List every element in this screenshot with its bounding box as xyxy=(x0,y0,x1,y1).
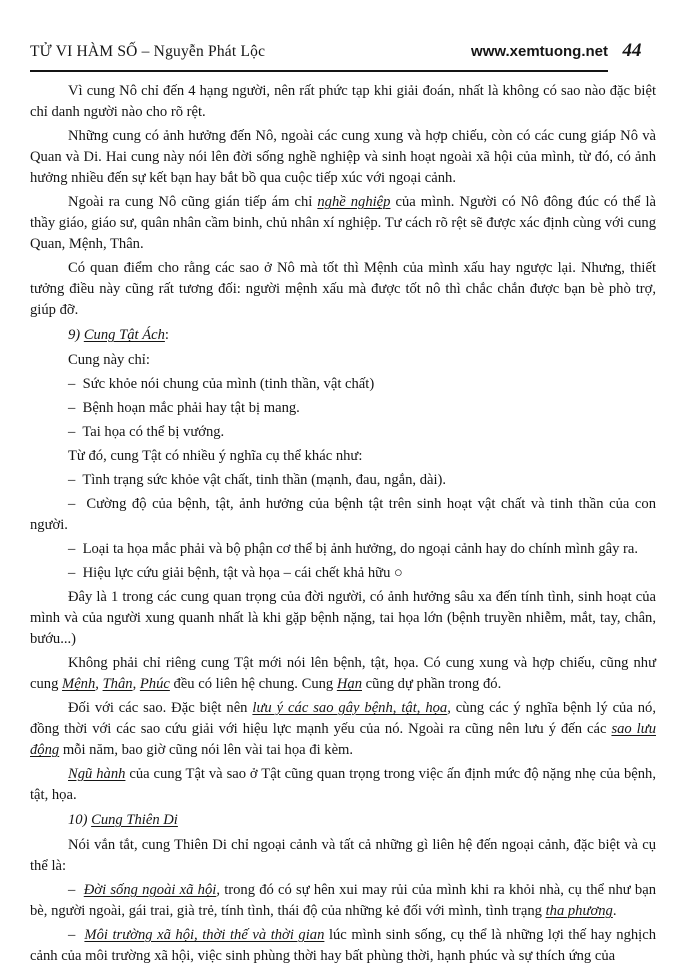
text-run: Cung này chỉ: xyxy=(68,352,150,368)
text-run: – Sức khỏe nói chung của mình (tinh thần, vật chất) xyxy=(68,376,375,392)
emphasized-text: Ngũ hành xyxy=(68,766,126,782)
text-run: cũng dự phần trong đó. xyxy=(362,676,502,692)
text-run: – Tình trạng sức khỏe vật chất, tinh thần (mạnh, đau, ngắn, dài). xyxy=(68,472,447,488)
emphasized-text: sao lưu động xyxy=(30,721,656,758)
emphasized-text: Phúc xyxy=(139,676,170,692)
page-body xyxy=(30,72,656,967)
text-run: – xyxy=(68,927,85,943)
page-number: 44 xyxy=(622,40,642,61)
paragraph xyxy=(30,587,656,650)
text-run: của mình. Người có Nô đông đúc có thể là thầy giáo, giáo sư, quân nhân cầm binh, chủ nhân xí nghiệp. Tư cách rõ rệt sẽ được xác định cùng với cung Quan, Mệnh, Thân. xyxy=(30,194,657,252)
bullet-item xyxy=(30,494,656,536)
emphasized-text: nghề nghiệp xyxy=(317,194,391,210)
text-run: – Bệnh hoạn mắc phải hay tật bị mang. xyxy=(68,400,300,416)
bullet-item xyxy=(30,422,656,443)
bullet-item xyxy=(30,880,656,922)
paragraph xyxy=(30,126,656,189)
emphasized-text: lưu ý các sao gây bệnh, tật, họa xyxy=(252,700,448,716)
text-run: Vì cung Nô chỉ đến 4 hạng người, nên rất phức tạp khi giải đoán, nhất là không có sao nào đặc biệt chỉ danh người nào cho rõ rệt. xyxy=(30,83,656,120)
text-run: Đây là 1 trong các cung quan trọng của đời người, có ảnh hưởng sâu xa đến tính tình, sinh hoạt của mình và của người xung quanh nhất là khi gặp bệnh nặng, tai họa lớn (bệnh truyền nhiễm, mắt, tay, chân, bướu...) xyxy=(30,589,656,647)
text-run: , xyxy=(95,676,103,692)
text-run: . xyxy=(612,903,617,919)
emphasized-text: Đời sống ngoài xã hội xyxy=(83,882,217,898)
text-run: : xyxy=(164,327,169,343)
text-run: – Loại ta họa mắc phải và bộ phận cơ thể bị ảnh hưởng, do ngoại cảnh hay do chính mình gây ra. xyxy=(68,541,639,557)
emphasized-text: Môi trường xã hội, thời thế và thời gian xyxy=(84,927,325,943)
page-header xyxy=(30,40,656,72)
website-link[interactable]: www.xemtuong.net xyxy=(471,43,608,60)
section-heading xyxy=(30,325,656,346)
bullet-item xyxy=(30,374,656,395)
emphasized-text: Cung Thiên Di xyxy=(91,812,178,828)
paragraph xyxy=(30,350,656,371)
text-run: đều có liên hệ chung. Cung xyxy=(169,676,337,692)
paragraph xyxy=(30,446,656,467)
text-run: Đối với các sao. Đặc biệt nên xyxy=(68,700,253,716)
paragraph xyxy=(30,698,656,761)
section-heading xyxy=(30,810,656,831)
paragraph xyxy=(30,192,656,255)
emphasized-text: tha phương xyxy=(545,903,613,919)
text-run: , xyxy=(132,676,140,692)
text-run: Từ đó, cung Tật có nhiều ý nghĩa cụ thể khác như: xyxy=(68,448,363,464)
text-run: Có quan điểm cho rằng các sao ở Nô mà tốt thì Mệnh của mình xấu hay ngược lại. Nhưng, thiết tưởng điều này cũng rất tương đối: người mệnh xấu mà được tốt nô thì chắc chắn được bạn bè phò trợ, giúp đỡ. xyxy=(30,260,656,318)
text-run: của cung Tật và sao ở Tật cũng quan trọng trong việc ấn định mức độ nặng nhẹ của bệnh, tật, họa. xyxy=(30,766,657,803)
text-run: – Tai họa có thể bị vướng. xyxy=(68,424,225,440)
text-run: – xyxy=(68,882,84,898)
emphasized-text: 9) xyxy=(68,327,84,343)
paragraph xyxy=(30,81,656,123)
text-run: – Cường độ của bệnh, tật, ảnh hưởng của bệnh tật trên sinh hoạt vật chất và tinh thần của con người. xyxy=(30,496,656,533)
book-title: TỬ VI HÀM SỐ – Nguyễn Phát Lộc xyxy=(30,43,266,60)
emphasized-text: 10) xyxy=(68,812,92,828)
text-run: – Hiệu lực cứu giải bệnh, tật và họa – cái chết khả hữu ○ xyxy=(68,565,403,581)
bullet-item xyxy=(30,563,656,584)
emphasized-text: Cung Tật Ách xyxy=(83,327,165,343)
emphasized-text: Hạn xyxy=(336,676,362,692)
text-run: Ngoài ra cung Nô cũng gián tiếp ám chỉ xyxy=(68,194,318,210)
text-run: , cùng các ý nghĩa bệnh lý của nó, đồng thời với các sao cứu giải với hiệu lực mạnh yếu của nó. Ngoài ra cũng nên lưu ý đến các xyxy=(30,700,656,737)
emphasized-text: Thân xyxy=(102,676,133,692)
paragraph xyxy=(30,764,656,806)
text-run: mỗi năm, bao giờ cũng nói lên vài tai họa đi kèm. xyxy=(59,742,354,758)
emphasized-text: Mệnh xyxy=(62,676,96,692)
bullet-item xyxy=(30,539,656,560)
header-rule xyxy=(30,43,608,72)
bullet-item xyxy=(30,470,656,491)
paragraph xyxy=(30,258,656,321)
text-run: Không phải chỉ riêng cung Tật mới nói lên bệnh, tật, họa. Có cung xung và hợp chiếu, cũng như cung xyxy=(30,655,656,692)
text-run: Nói vắn tắt, cung Thiên Di chỉ ngoại cảnh và tất cả những gì liên hệ đến ngoại cảnh, đặc biệt và cụ thể là: xyxy=(30,837,656,874)
text-run: lúc mình sinh sống, cụ thể là những lợi thế hay nghịch cảnh của môi trường xã hội, việc sinh phùng thời hay bất phùng thời, hạnh phúc và sự thích ứng của xyxy=(30,927,657,964)
text-run: Những cung có ảnh hưởng đến Nô, ngoài các cung xung và hợp chiếu, còn có các cung giáp Nô và Quan và Di. Hai cung này nói lên đời sống nghề nghiệp và sinh hoạt ngoài xã hội của mình, từ đó, có ảnh hưởng nhiều đến sự kết bạn hay bắt bồ qua cuộc tiếp xúc với ngoại cảnh. xyxy=(30,128,656,186)
paragraph xyxy=(30,653,656,695)
paragraph xyxy=(30,835,656,877)
bullet-item xyxy=(30,398,656,419)
text-run: , trong đó có sự hên xui may rủi của mình khi ra khỏi nhà, cụ thể như bạn bè, người ngoài, gái trai, già trẻ, tính tình, thái độ của những kẻ đối với mình, tình trạng xyxy=(30,882,657,919)
bullet-item xyxy=(30,925,656,967)
